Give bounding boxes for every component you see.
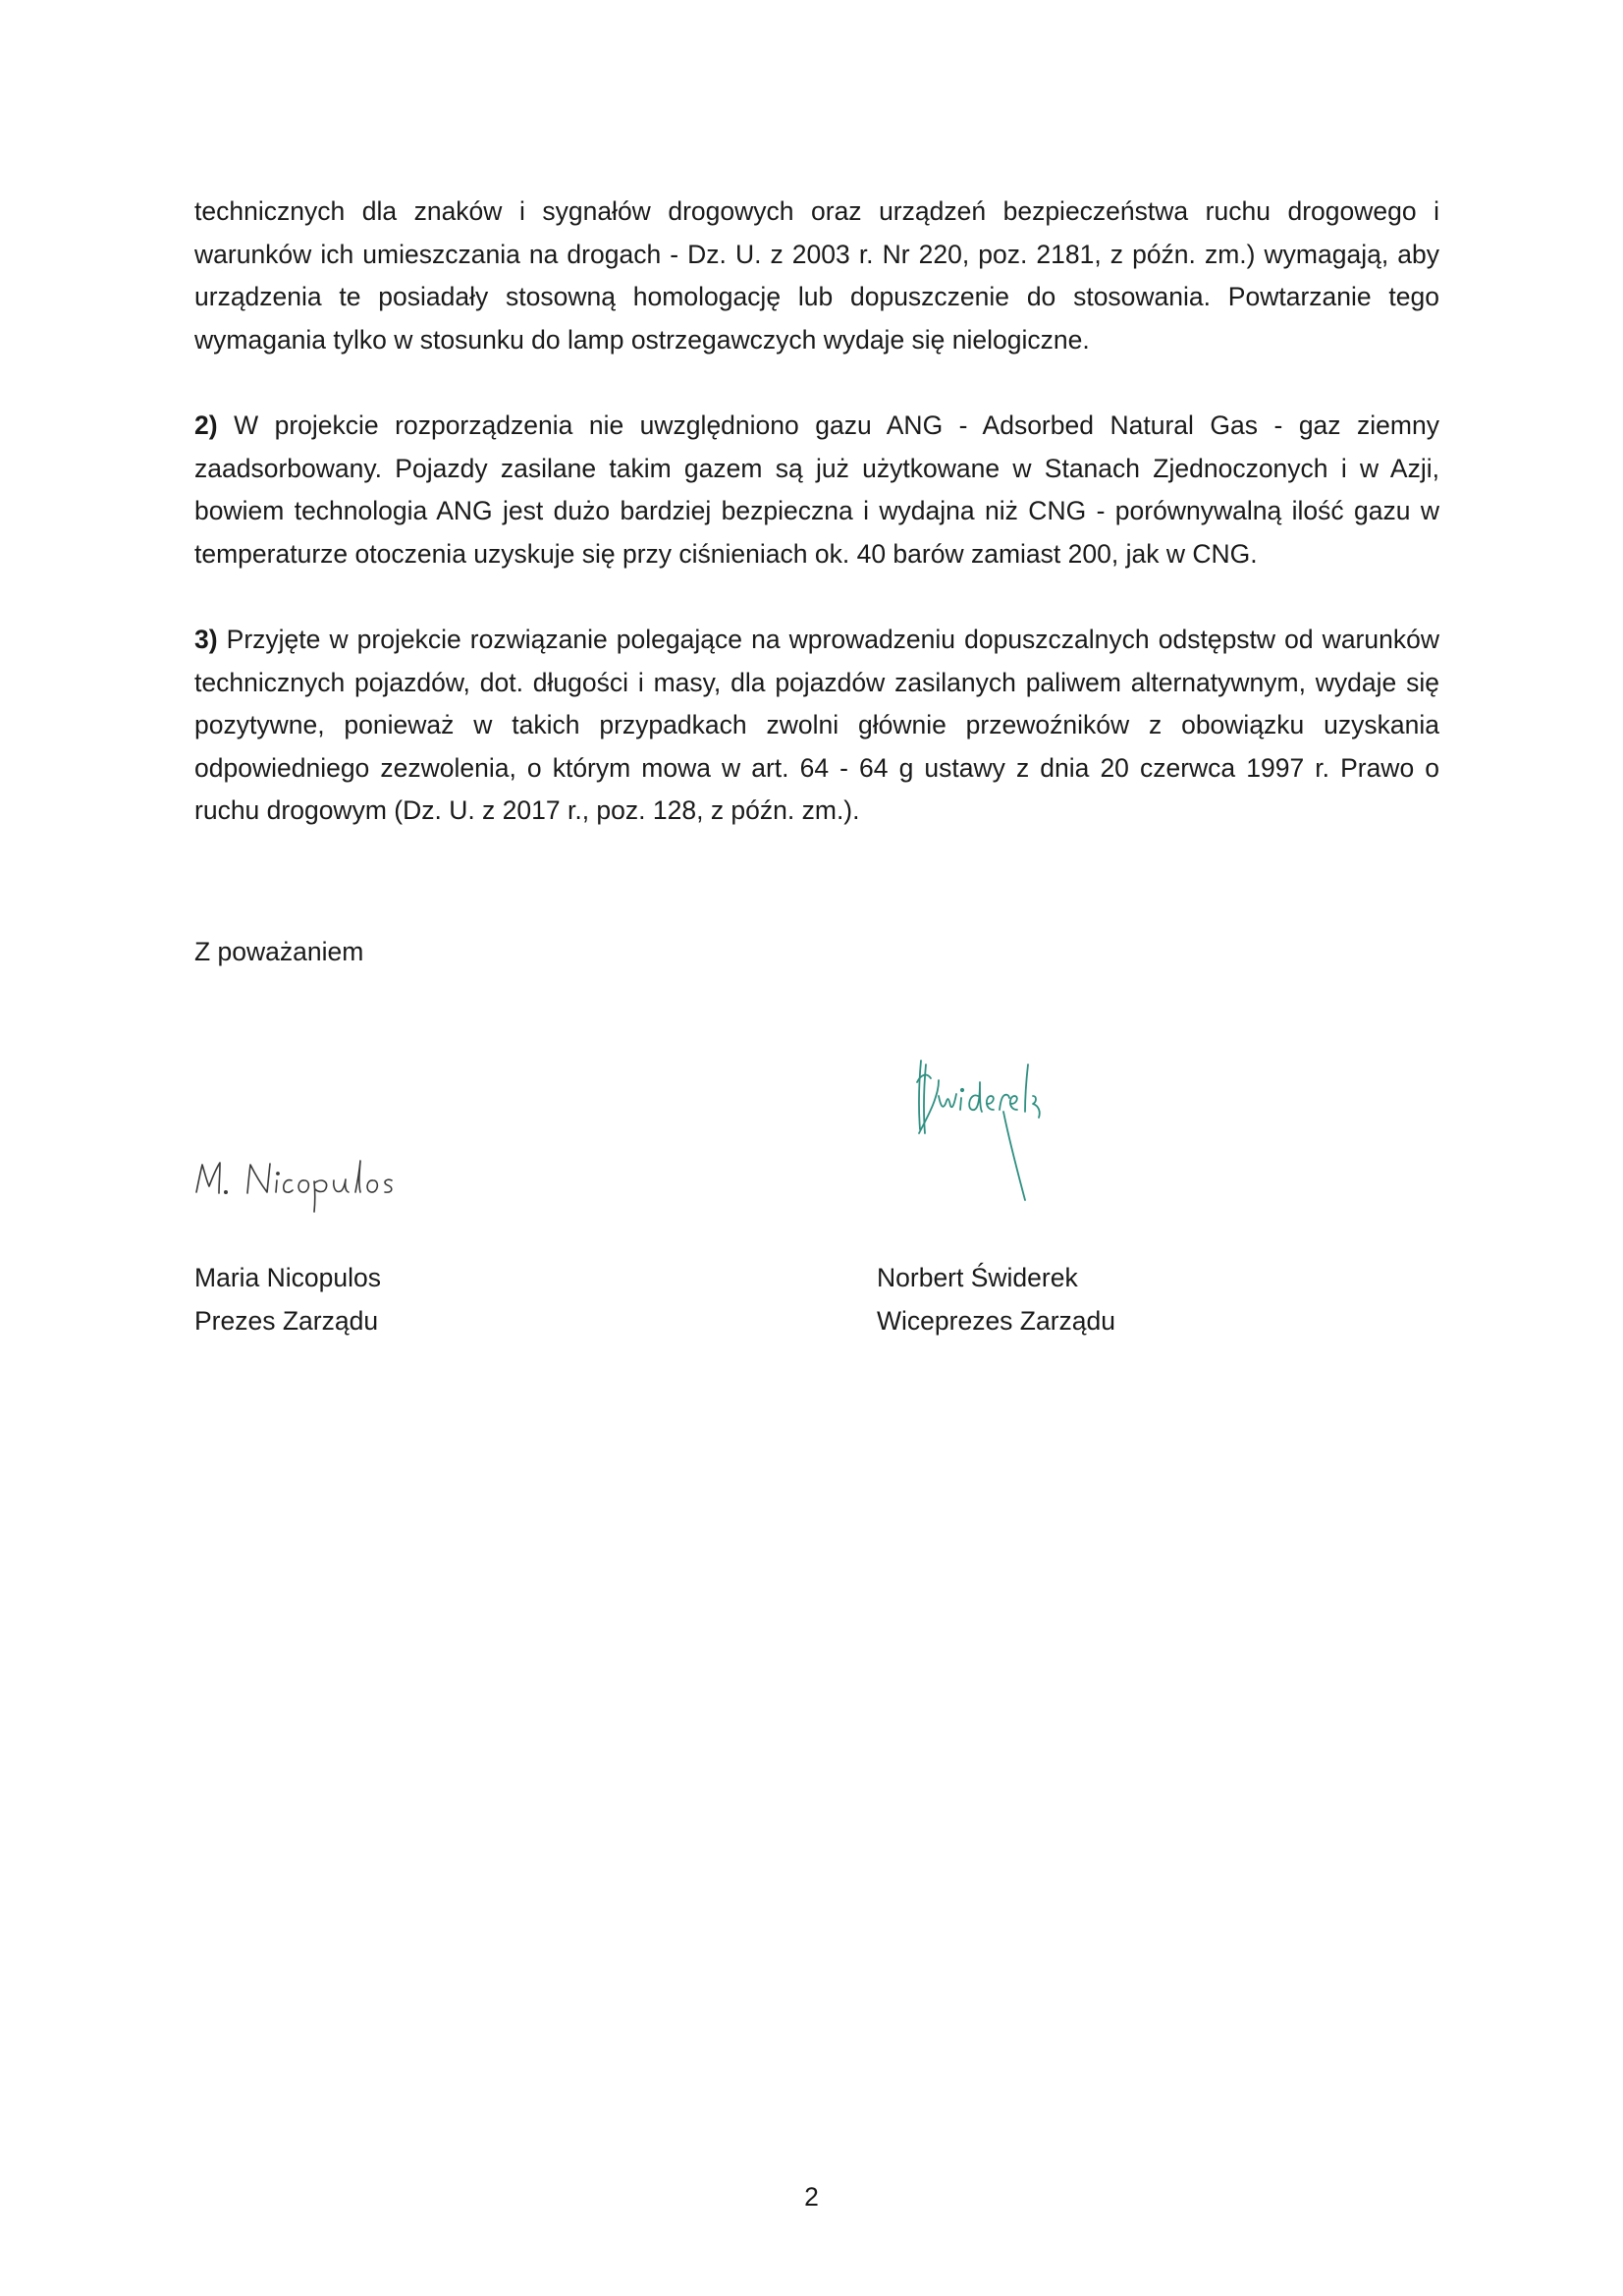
paragraph-1-text: technicznych dla znaków i sygnałów drogowych oraz urządzeń bezpieczeństwa ruchu drogowego i warunków ich umieszczania na drogach - Dz. U. z 2003 r. Nr 220, poz. 2181, z późn. zm.) wymagają, aby urządzenia te posiadały stosowną homologację lub dopuszczenie do stosowania. Powtarzanie tego wymagania tylko w stosunku do lamp ostrzegawczych wydaje się nielogiczne. bbox=[194, 196, 1439, 355]
paragraph-1 bbox=[194, 191, 1439, 361]
paragraph-2-number: 2) bbox=[194, 410, 218, 440]
signature-left bbox=[192, 1147, 428, 1216]
signer-left-name: Maria Nicopulos bbox=[194, 1263, 381, 1292]
page-number: 2 bbox=[804, 2182, 819, 2212]
letter-body bbox=[194, 191, 1439, 833]
signer-right-title: Wiceprezes Zarządu bbox=[877, 1305, 1116, 1336]
paragraph-3-text: Przyjęte w projekcie rozwiązanie polegające na wprowadzeniu dopuszczalnych odstępstw od warunków technicznych pojazdów, dot. długości i masy, dla pojazdów zasilanych paliwem alternatywnym, wydaje się pozytywne, ponieważ w takich przypadkach zwolni głównie przewoźników z obowiązku uzyskania odpowiedniego zezwolenia, o którym mowa w art. 64 - 64 g ustawy z dnia 20 czerwca 1997 r. Prawo o ruchu drogowym (Dz. U. z 2017 r., poz. 128, z późn. zm.). bbox=[194, 625, 1439, 825]
signer-right-name: Norbert Świderek bbox=[877, 1263, 1078, 1292]
signer-left-title: Prezes Zarządu bbox=[194, 1305, 379, 1336]
paragraph-3-number: 3) bbox=[194, 625, 218, 654]
closing-salutation: Z poważaniem bbox=[194, 937, 364, 966]
paragraph-3 bbox=[194, 619, 1439, 833]
signature-right bbox=[909, 1053, 1056, 1210]
signer-right bbox=[877, 1257, 1115, 1342]
signer-left bbox=[194, 1257, 381, 1342]
paragraph-2-text: W projekcie rozporządzenia nie uwzględniono gazu ANG - Adsorbed Natural Gas - gaz ziemny zaadsorbowany. Pojazdy zasilane takim gazem są już użytkowane w Stanach Zjednoczonych i w Azji, bowiem technologia ANG jest dużo bardziej bezpieczna i wydajna niż CNG - porównywalną ilość gazu w temperaturze otoczenia uzyskuje się przy ciśnieniach ok. 40 barów zamiast 200, jak w CNG. bbox=[194, 410, 1439, 569]
paragraph-2 bbox=[194, 405, 1439, 575]
